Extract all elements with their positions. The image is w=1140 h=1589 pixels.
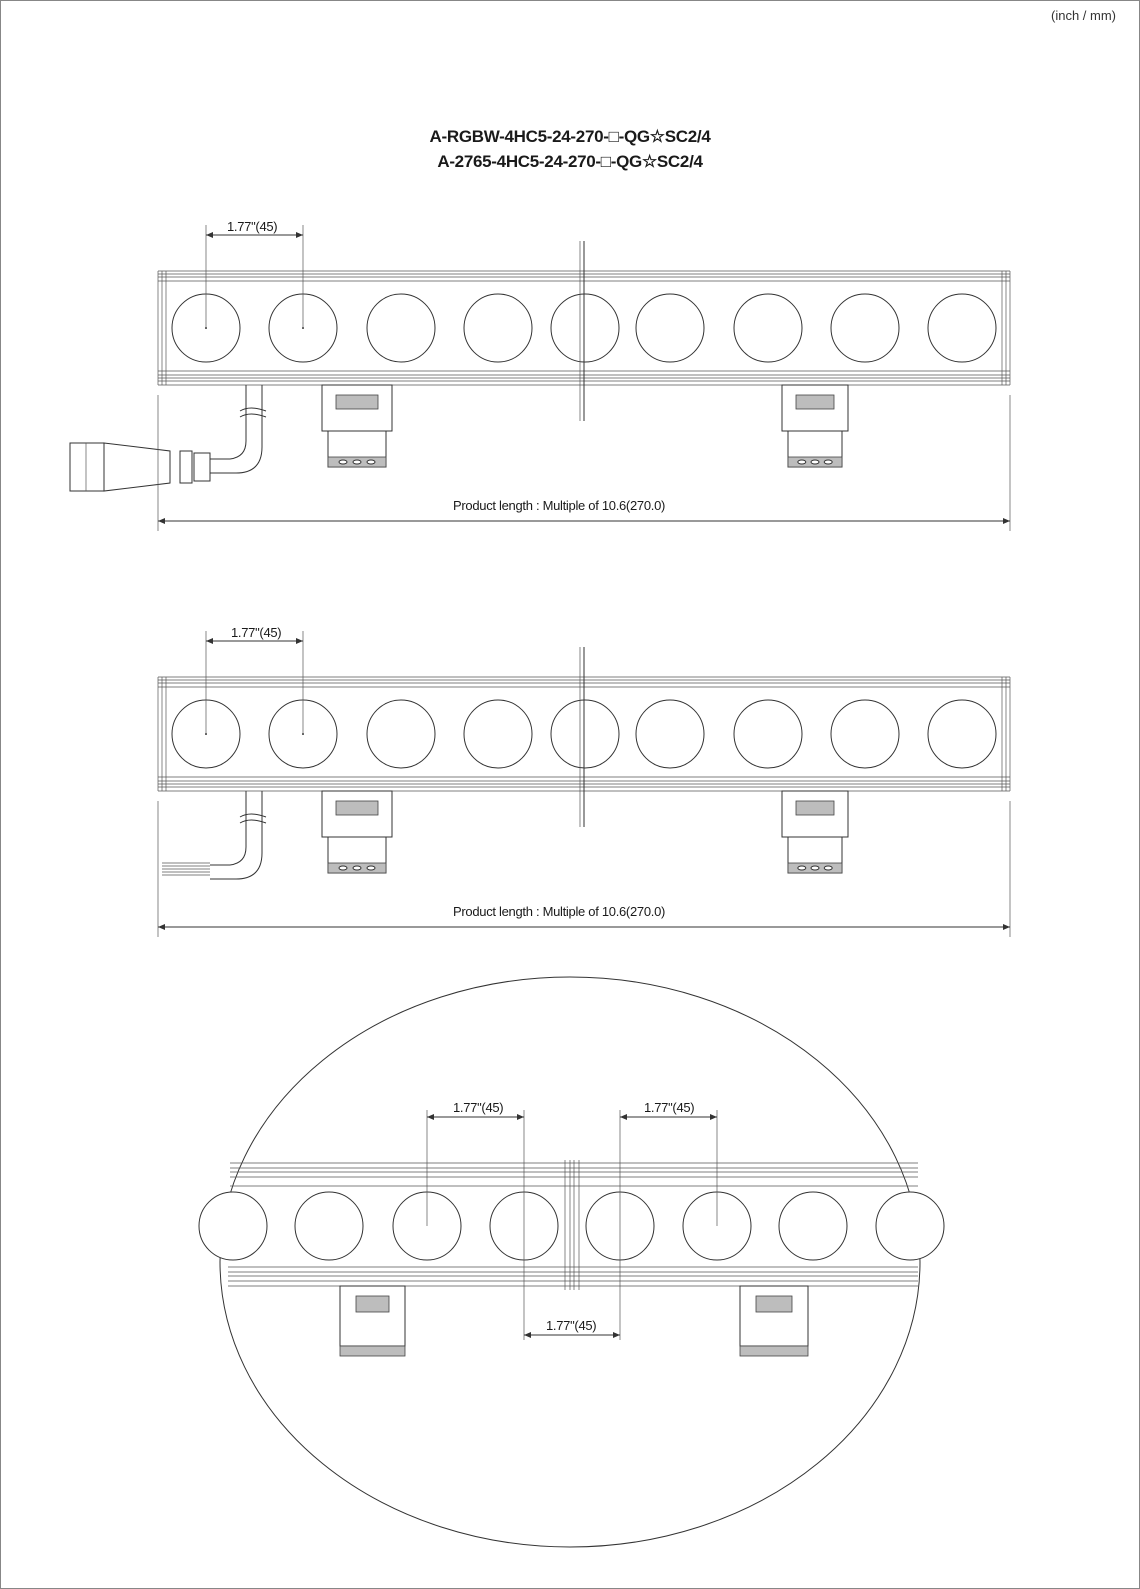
bracket-hole: [367, 866, 375, 870]
mounting-bracket: [740, 1286, 808, 1356]
lens-circle: [876, 1192, 944, 1260]
pitch-dimension-label-middle: 1.77"(45): [231, 625, 282, 640]
bracket-foot: [740, 1346, 808, 1356]
bracket-hole: [339, 866, 347, 870]
cable-outline: [210, 791, 262, 879]
dimension-arrow: [427, 1114, 434, 1120]
connector-body: [104, 443, 170, 491]
bracket-hole: [811, 866, 819, 870]
dimension-arrow: [1003, 924, 1010, 930]
pitch-dimension-label-top: 1.77"(45): [227, 219, 278, 234]
mounting-bracket: [322, 385, 392, 467]
connector-ring: [180, 451, 192, 483]
lens-circle: [367, 700, 435, 768]
lens-circle: [199, 1192, 267, 1260]
mounting-bracket: [322, 791, 392, 873]
dimension-arrow: [206, 638, 213, 644]
product-length-dimension: [158, 518, 1010, 524]
mounting-bracket: [782, 791, 848, 873]
bracket-hole: [353, 460, 361, 464]
dimension-arrow: [158, 518, 165, 524]
lens-circle: [636, 700, 704, 768]
dimension-arrow: [517, 1114, 524, 1120]
lens-circle: [831, 294, 899, 362]
detail-joint-pitch-label: 1.77"(45): [546, 1318, 597, 1333]
lens-circle: [636, 294, 704, 362]
bracket-clip: [336, 395, 378, 409]
product-length-label-top: Product length : Multiple of 10.6(270.0): [453, 498, 666, 513]
bracket-hole: [367, 460, 375, 464]
product-length-dimension: [158, 924, 1010, 930]
power-cable: [162, 791, 266, 879]
light-bar-bare-wire: [158, 631, 1010, 937]
dimension-arrow: [613, 1332, 620, 1338]
lens-circle: [734, 700, 802, 768]
lens-circle: [464, 294, 532, 362]
bracket-clip: [796, 801, 834, 815]
dimension-arrow: [620, 1114, 627, 1120]
bracket-clip: [796, 395, 834, 409]
cable-outline: [210, 791, 246, 865]
bracket-hole: [798, 460, 806, 464]
lens-circle: [551, 294, 619, 362]
product-length-label-middle: Product length : Multiple of 10.6(270.0): [453, 904, 666, 919]
dimension-arrow: [296, 232, 303, 238]
lens-circle: [734, 294, 802, 362]
dimension-arrow: [1003, 518, 1010, 524]
bracket-foot: [340, 1346, 405, 1356]
bracket-clip: [356, 1296, 389, 1312]
lens-circle: [831, 700, 899, 768]
model-number-line-1: A-RGBW-4HC5-24-270-□-QG☆SC2/4: [429, 127, 711, 146]
bracket-hole: [811, 460, 819, 464]
lens-circle: [464, 700, 532, 768]
power-cable: [70, 385, 266, 491]
lens-circle: [928, 294, 996, 362]
bracket-clip: [756, 1296, 792, 1312]
bracket-hole: [798, 866, 806, 870]
bracket-hole: [353, 866, 361, 870]
cable-outline: [210, 385, 246, 459]
cable-outline: [210, 385, 262, 473]
lens-circle: [551, 700, 619, 768]
light-bar-connector: [70, 225, 1010, 531]
lens-circle: [295, 1192, 363, 1260]
connector-ring: [194, 453, 210, 481]
model-number-line-2: A-2765-4HC5-24-270-□-QG☆SC2/4: [437, 152, 703, 171]
bracket-hole: [339, 460, 347, 464]
sheet-border: [1, 1, 1140, 1589]
bracket-clip: [336, 801, 378, 815]
detail-view: [199, 977, 944, 1547]
bracket-hole: [824, 460, 832, 464]
lens-circle: [367, 294, 435, 362]
dimension-arrow: [710, 1114, 717, 1120]
bracket-body: [740, 1286, 808, 1346]
mounting-bracket: [340, 1286, 405, 1356]
dimension-arrow: [296, 638, 303, 644]
bracket-body: [340, 1286, 405, 1346]
detail-pitch-label-left: 1.77"(45): [453, 1100, 504, 1115]
lens-circle: [928, 700, 996, 768]
dimension-arrow: [158, 924, 165, 930]
bracket-hole: [824, 866, 832, 870]
connector-plug: [70, 443, 104, 491]
lens-circle: [779, 1192, 847, 1260]
units-note: (inch / mm): [1051, 8, 1116, 23]
detail-pitch-label-right: 1.77"(45): [644, 1100, 695, 1115]
mounting-bracket: [782, 385, 848, 467]
dimension-arrow: [206, 232, 213, 238]
dimension-arrow: [524, 1332, 531, 1338]
